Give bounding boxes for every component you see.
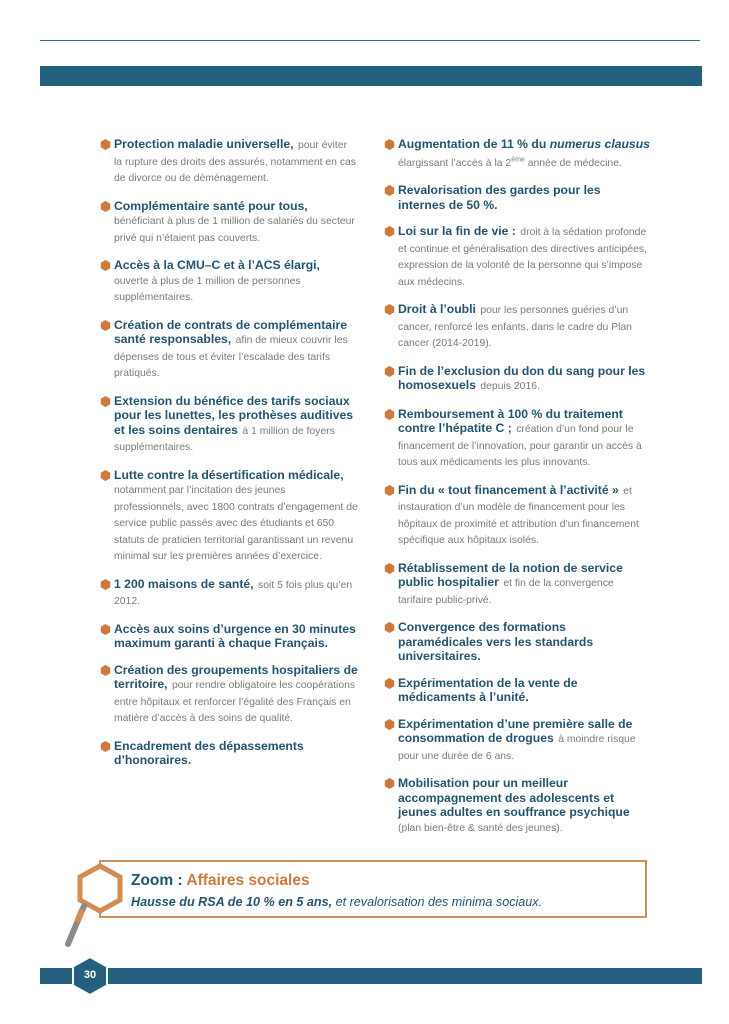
list-item [100, 468, 358, 565]
list-item [384, 620, 650, 664]
item-title: Expérimentation d’une première salle de consommation de drogues [398, 716, 633, 746]
left-column [100, 137, 358, 780]
list-item [384, 407, 650, 471]
zoom-text: Hausse du RSA de 10 % en 5 ans, et revalorisation des minima sociaux. [131, 895, 543, 909]
hexagon-bullet-icon [384, 719, 395, 730]
hexagon-bullet-icon [384, 678, 395, 689]
item-title: Droit à l’oubli [398, 302, 476, 317]
list-item [384, 676, 650, 705]
hexagon-bullet-icon [100, 470, 111, 481]
item-description: bénéficiant à plus de 1 million de salariés du secteur privé qui n’étaient pas couverts. [114, 216, 355, 244]
top-rule [40, 40, 700, 41]
item-description: à 1 million de foyers supplémentaires. [114, 425, 335, 453]
item-title: Remboursement à 100 % du traitement contre l’hépatite C ; [398, 406, 623, 436]
item-description: création d’un fond pour le financement de l’innovation, pour garantir un accès à tous aux médicaments les plus innovants. [398, 424, 642, 469]
item-title: Mobilisation pour un meilleur accompagnement des adolescents et jeunes adultes en souffrance psychique [398, 776, 630, 820]
item-description: élargissant l’accès à la 2ème année de médecine. [398, 156, 622, 169]
item-description: soit 5 fois plus qu’en 2012. [114, 579, 353, 607]
item-description: afin de mieux couvrir les dépenses de tous et éviter l’escalade des tarifs pratiqués. [114, 335, 348, 379]
list-item [384, 776, 650, 836]
item-title: Augmentation de 11 % du numerus clausus [398, 137, 650, 151]
item-description: notamment par l’incitation des jeunes professionnels, avec 1800 contrats d’engagement de service public passés avec des étudiants et 650 statuts de praticien territorial garantissant un revenu minimal sur les premières années d’exercice. [114, 485, 358, 562]
item-title: Fin du « tout financement à l’activité » [398, 482, 619, 497]
list-item [384, 364, 650, 395]
item-description: pour les personnes guéries d’un cancer, renforcé les enfants, dans le cadre du Plan cancer (2014-2019). [398, 305, 632, 350]
item-title: Création des groupements hospitaliers de territoire, [114, 662, 358, 691]
hexagon-bullet-icon [100, 260, 111, 271]
list-item [384, 483, 650, 549]
hexagon-bullet-icon [384, 778, 395, 789]
hexagon-bullet-icon [100, 665, 111, 676]
hexagon-bullet-icon [384, 563, 395, 574]
item-title: Rétablissement de la notion de service public hospitalier [398, 560, 623, 590]
hexagon-bullet-icon [384, 139, 395, 150]
list-item [384, 302, 650, 352]
item-title: Fin de l’exclusion du don du sang pour les homosexuels [398, 363, 646, 393]
item-description: et fin de la convergence tarifaire public-privé. [398, 578, 614, 606]
item-title: Accès à la CMU–C et à l’ACS élargi, [114, 258, 320, 272]
list-item [100, 739, 358, 768]
item-title: Complémentaire santé pour tous, [114, 198, 308, 213]
list-item [384, 224, 650, 290]
list-item [100, 318, 358, 382]
item-title: Revalorisation des gardes pour les internes de 50 %. [398, 183, 601, 212]
list-item [100, 394, 358, 456]
item-description: depuis 2016. [480, 381, 540, 393]
zoom-title: Zoom : Affaires sociales [131, 872, 310, 889]
item-description: pour rendre obligatoire les coopérations entre hôpitaux et renforcer l’égalité des Français en matière d’accès à des soins de qualité. [114, 680, 356, 724]
item-title: Loi sur la fin de vie : [398, 224, 516, 239]
list-item [384, 137, 650, 171]
list-item [100, 622, 358, 651]
list-item [100, 199, 358, 247]
item-description: (plan bien-être & santé des jeunes). [398, 822, 563, 834]
item-description: ouverte à plus de 1 million de personnes supplémentaires. [114, 275, 301, 303]
hexagon-bullet-icon [384, 185, 395, 196]
hexagon-bullet-icon [100, 624, 111, 635]
item-description: à moindre risque pour une durée de 6 ans. [398, 734, 636, 762]
list-item [384, 717, 650, 765]
item-title: Lutte contre la désertification médicale, [114, 467, 344, 482]
list-item [100, 663, 358, 727]
item-title: Convergence des formations paramédicales vers les standards universitaires. [398, 620, 594, 664]
hexagon-bullet-icon [384, 485, 395, 496]
list-item [384, 183, 650, 212]
item-title: 1 200 maisons de santé, [114, 576, 254, 591]
list-item [100, 137, 358, 187]
hexagon-bullet-icon [384, 409, 395, 420]
item-title: Création de contrats de complémentaire santé responsables, [114, 317, 347, 346]
item-title: Accès aux soins d’urgence en 30 minutes maximum garanti à chaque Français. [114, 621, 356, 650]
header-band [40, 66, 702, 86]
list-item [384, 561, 650, 609]
list-item [100, 258, 358, 306]
item-title: Expérimentation de la vente de médicaments à l’unité. [398, 675, 578, 705]
right-column [384, 137, 650, 848]
hexagon-bullet-icon [384, 304, 395, 315]
hexagon-bullet-icon [384, 226, 395, 237]
hexagon-bullet-icon [384, 622, 395, 633]
item-title: Encadrement des dépassements d’honoraires. [114, 738, 304, 767]
hexagon-bullet-icon [100, 139, 111, 150]
hexagon-bullet-icon [100, 396, 111, 407]
item-title: Protection maladie universelle, [114, 137, 294, 151]
page-number: 30 [83, 969, 97, 981]
item-description: pour éviter la rupture des droits des assurés, notamment en cas de divorce ou de déménagement. [114, 140, 356, 184]
hexagon-bullet-icon [100, 320, 111, 331]
zoom-box [99, 860, 647, 918]
footer-band [40, 968, 702, 984]
hexagon-bullet-icon [100, 741, 111, 752]
hexagon-bullet-icon [384, 366, 395, 377]
magnifier-icon [60, 862, 132, 952]
item-description: et instauration d’un modèle de financement pour les hôpitaux de proximité et attribution d’un financement spécifique aux hôpitaux isolés. [398, 485, 639, 547]
hexagon-bullet-icon [100, 201, 111, 212]
list-item [100, 577, 358, 610]
item-title: Extension du bénéfice des tarifs sociaux pour les lunettes, les prothèses auditives et les soins dentaires [114, 393, 354, 437]
item-description: droit à la sédation profonde et continue et généralisation des directives anticipées, expression de la volonté de la personne qui s’impose aux médecins. [398, 227, 647, 288]
hexagon-bullet-icon [100, 579, 111, 590]
